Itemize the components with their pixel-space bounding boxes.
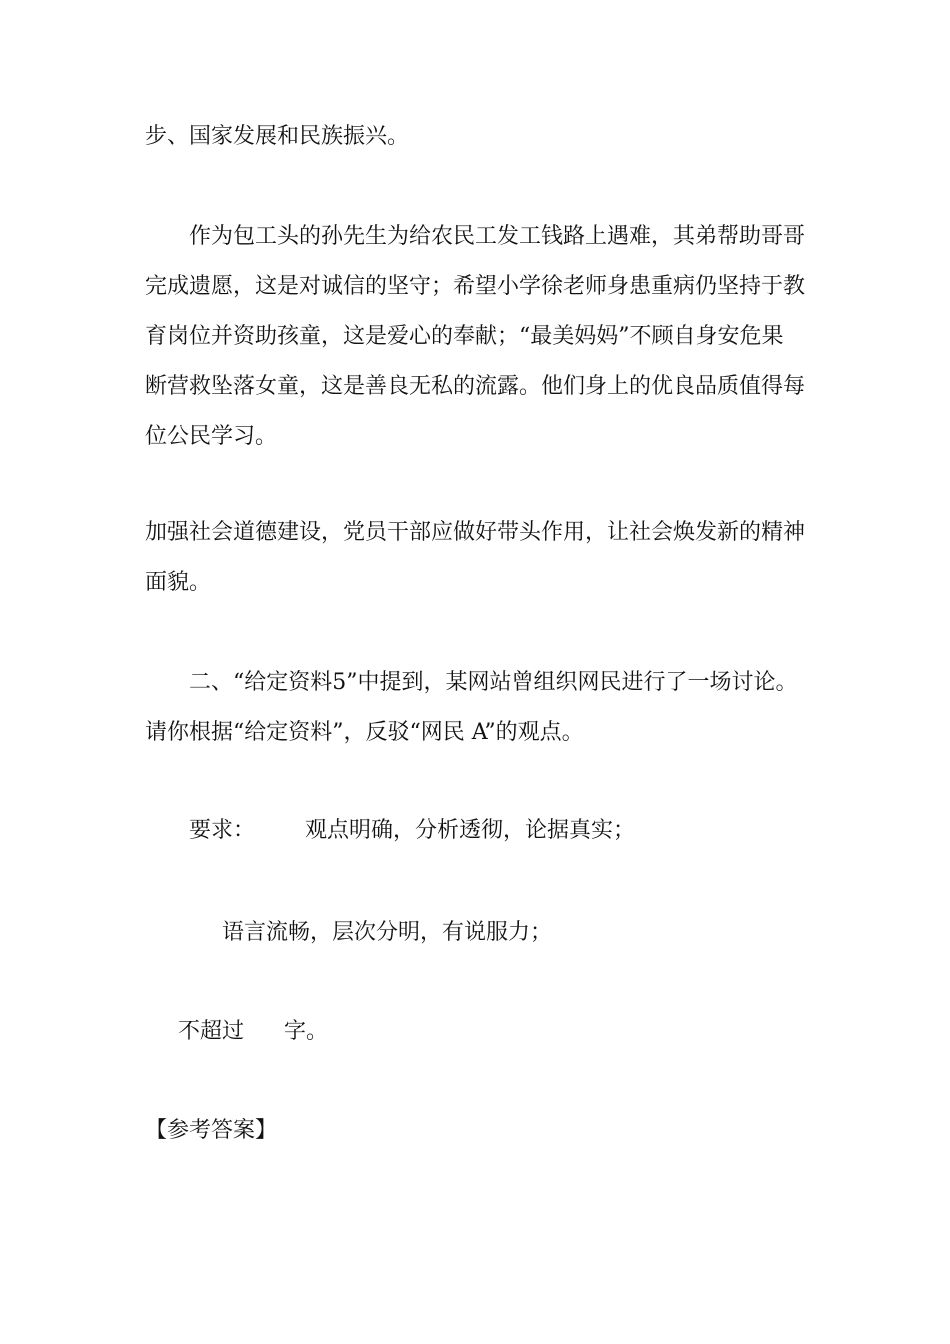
requirement-text: 字。 <box>284 1019 329 1044</box>
requirement-line-2 <box>222 908 902 958</box>
requirement-text: 不超过 <box>178 1019 245 1044</box>
text-line: 完成遗愿，这是对诚信的坚守；希望小学徐老师身患重病仍坚持于教 <box>145 274 806 299</box>
requirement-line-1 <box>189 806 869 856</box>
text-line: 二、“给定资料5”中提到，某网站曾组织网民进行了一场讨论。 <box>189 670 798 695</box>
question-two <box>145 658 825 758</box>
answer-heading <box>145 1106 825 1156</box>
paragraph-examples <box>145 212 825 462</box>
text-line: 断营救坠落女童，这是善良无私的流露。他们身上的优良品质值得每 <box>145 374 806 399</box>
paragraph-conclusion <box>145 508 825 608</box>
text-line: 步、国家发展和民族振兴。 <box>145 124 410 149</box>
text-line: 位公民学习。 <box>145 424 278 449</box>
text-line: 育岗位并资助孩童，这是爱心的奉献；“最美妈妈”不顾自身安危果 <box>145 324 784 349</box>
section-heading: 【参考答案】 <box>145 1118 278 1143</box>
text-line: 请你根据“给定资料”，反驳“网民 A”的观点。 <box>145 720 584 745</box>
requirement-text: 观点明确，分析透彻，论据真实； <box>305 818 636 843</box>
requirement-line-3 <box>178 1007 858 1057</box>
requirement-label: 要求： <box>189 818 256 843</box>
text-line: 作为包工头的孙先生为给农民工发工钱路上遇难，其弟帮助哥哥 <box>189 224 806 249</box>
text-line: 加强社会道德建设，党员干部应做好带头作用，让社会焕发新的精神 <box>145 520 806 545</box>
text-line: 面貌。 <box>145 570 212 595</box>
paragraph-continuation <box>145 112 825 162</box>
requirement-text: 语言流畅，层次分明，有说服力； <box>222 920 553 945</box>
